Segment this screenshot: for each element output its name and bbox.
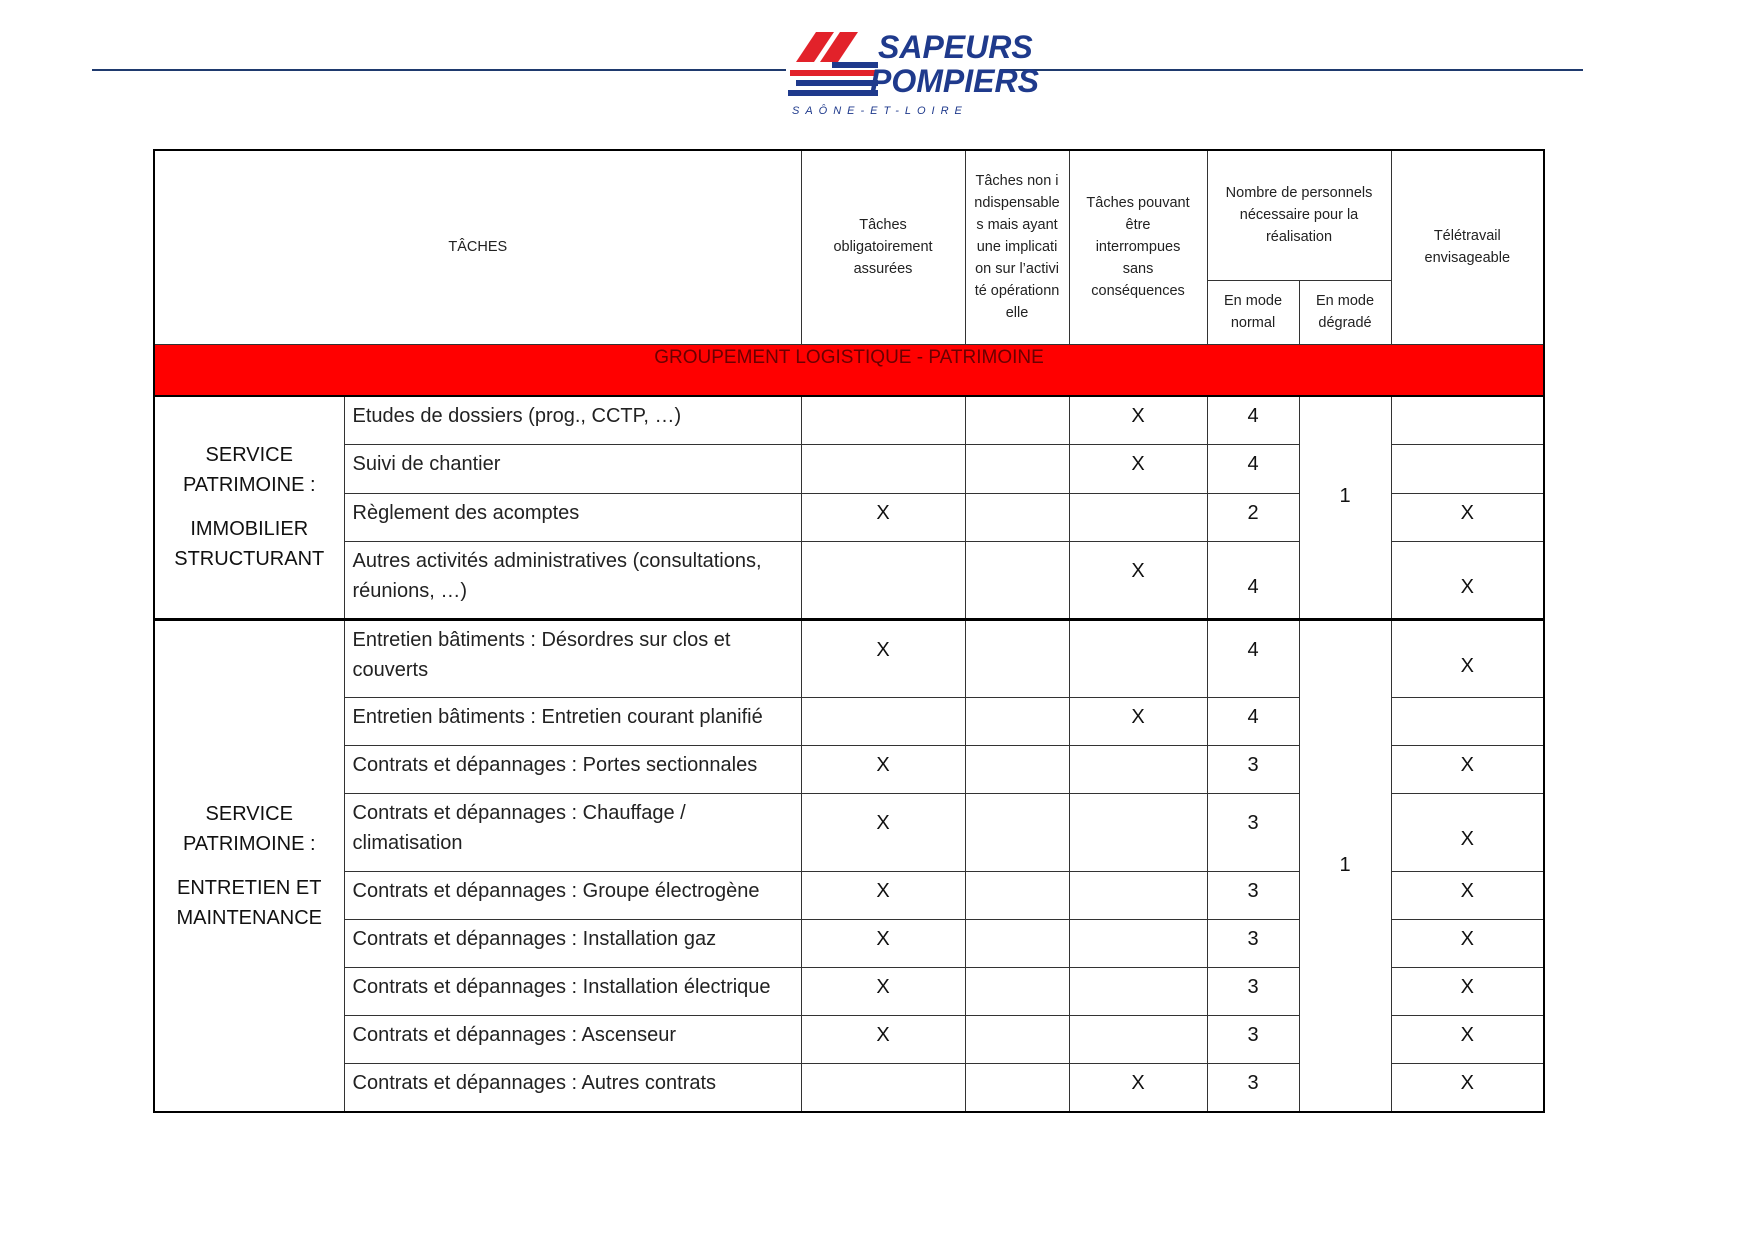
non-indispensable-cell xyxy=(965,794,1069,872)
obligatoire-cell xyxy=(801,396,965,445)
teletravail-cell: X xyxy=(1391,494,1544,542)
obligatoire-cell: X xyxy=(801,920,965,968)
teletravail-cell xyxy=(1391,698,1544,746)
obligatoire-cell: X xyxy=(801,494,965,542)
header-interrompues: Tâches pouvant être interrompues sans conséquences xyxy=(1069,150,1207,344)
header-mode-degrade: En mode dégradé xyxy=(1299,280,1391,344)
obligatoire-cell: X xyxy=(801,872,965,920)
header-non-indispensable-text: Tâches non indispensables mais ayant une implication sur l’activité opérationnelle xyxy=(974,173,1060,322)
teletravail-cell: X xyxy=(1391,1016,1544,1064)
teletravail-cell: X xyxy=(1391,1064,1544,1112)
header-mode-normal: En mode normal xyxy=(1207,280,1299,344)
non-indispensable-cell xyxy=(965,542,1069,620)
interrompues-cell xyxy=(1069,794,1207,872)
teletravail-cell: X xyxy=(1391,620,1544,698)
interrompues-cell xyxy=(1069,1016,1207,1064)
task-cell: Règlement des acomptes xyxy=(344,494,801,542)
obligatoire-cell xyxy=(801,445,965,494)
service-sublabel: ENTRETIEN ET MAINTENANCE xyxy=(176,876,323,929)
non-indispensable-cell xyxy=(965,494,1069,542)
task-cell: Contrats et dépannages : Installation électrique xyxy=(344,968,801,1016)
obligatoire-cell: X xyxy=(801,794,965,872)
task-cell: Entretien bâtiments : Entretien courant planifié xyxy=(344,698,801,746)
interrompues-cell xyxy=(1069,872,1207,920)
header-obligatoire: Tâches obligatoirement assurées xyxy=(801,150,965,344)
teletravail-cell xyxy=(1391,396,1544,445)
non-indispensable-cell xyxy=(965,698,1069,746)
non-indispensable-cell xyxy=(965,920,1069,968)
table-row xyxy=(154,396,1544,445)
interrompues-cell: X xyxy=(1069,542,1207,620)
teletravail-cell: X xyxy=(1391,794,1544,872)
interrompues-cell: X xyxy=(1069,698,1207,746)
service-cell xyxy=(154,396,344,620)
task-cell: Contrats et dépannages : Autres contrats xyxy=(344,1064,801,1112)
header-teletravail: Télétravail envisageable xyxy=(1391,150,1544,344)
task-cell: Contrats et dépannages : Installation gaz xyxy=(344,920,801,968)
logo-line1: SAPEURS xyxy=(878,29,1033,65)
mode-degrade-cell: 1 xyxy=(1299,396,1391,620)
group-title-bar xyxy=(154,344,1544,396)
sapeurs-pompiers-logo-icon xyxy=(786,24,1039,117)
teletravail-cell: X xyxy=(1391,542,1544,620)
non-indispensable-cell xyxy=(965,746,1069,794)
mode-normal-cell: 3 xyxy=(1207,968,1299,1016)
interrompues-cell: X xyxy=(1069,1064,1207,1112)
mode-degrade-cell: 1 xyxy=(1299,620,1391,1112)
task-cell: Etudes de dossiers (prog., CCTP, …) xyxy=(344,396,801,445)
logo-line3: SAÔNE-ET-LOIRE xyxy=(792,105,968,117)
mode-normal-cell: 3 xyxy=(1207,794,1299,872)
group-title: GROUPEMENT LOGISTIQUE - PATRIMOINE xyxy=(654,346,1044,368)
mode-normal-cell: 4 xyxy=(1207,542,1299,620)
mode-normal-cell: 3 xyxy=(1207,1064,1299,1112)
service-label: SERVICE PATRIMOINE : xyxy=(182,444,316,497)
table-row xyxy=(154,620,1544,698)
task-cell: Autres activités administratives (consultations, réunions, …) xyxy=(344,542,801,620)
obligatoire-cell: X xyxy=(801,620,965,698)
mode-normal-cell: 3 xyxy=(1207,920,1299,968)
service-cell xyxy=(154,620,344,1112)
obligatoire-cell: X xyxy=(801,746,965,794)
non-indispensable-cell xyxy=(965,968,1069,1016)
task-cell: Contrats et dépannages : Chauffage / climatisation xyxy=(344,794,801,872)
non-indispensable-cell xyxy=(965,445,1069,494)
mode-normal-cell: 3 xyxy=(1207,872,1299,920)
interrompues-cell: X xyxy=(1069,396,1207,445)
obligatoire-cell xyxy=(801,542,965,620)
mode-normal-cell: 3 xyxy=(1207,1016,1299,1064)
interrompues-cell xyxy=(1069,746,1207,794)
mode-normal-cell: 4 xyxy=(1207,698,1299,746)
interrompues-cell xyxy=(1069,920,1207,968)
non-indispensable-cell xyxy=(965,396,1069,445)
teletravail-cell: X xyxy=(1391,746,1544,794)
logo-line2: POMPIERS xyxy=(870,63,1039,99)
non-indispensable-cell xyxy=(965,1016,1069,1064)
interrompues-cell xyxy=(1069,968,1207,1016)
header-taches: TÂCHES xyxy=(154,150,801,344)
obligatoire-cell: X xyxy=(801,1016,965,1064)
header-rule-left xyxy=(92,69,786,71)
interrompues-cell xyxy=(1069,620,1207,698)
task-cell: Suivi de chantier xyxy=(344,445,801,494)
mode-normal-cell: 4 xyxy=(1207,445,1299,494)
task-cell: Contrats et dépannages : Portes sectionnales xyxy=(344,746,801,794)
task-cell: Contrats et dépannages : Ascenseur xyxy=(344,1016,801,1064)
mode-normal-cell: 4 xyxy=(1207,620,1299,698)
service-sublabel: IMMOBILIER STRUCTURANT xyxy=(174,518,325,571)
teletravail-cell: X xyxy=(1391,920,1544,968)
service-label: SERVICE PATRIMOINE : xyxy=(182,802,316,855)
interrompues-cell: X xyxy=(1069,445,1207,494)
interrompues-cell xyxy=(1069,494,1207,542)
obligatoire-cell xyxy=(801,1064,965,1112)
tasks-table xyxy=(153,149,1545,1113)
non-indispensable-cell xyxy=(965,1064,1069,1112)
teletravail-cell xyxy=(1391,445,1544,494)
header-nombre: Nombre de personnels nécessaire pour la réalisation xyxy=(1207,150,1391,280)
mode-normal-cell: 3 xyxy=(1207,746,1299,794)
sdis-logo xyxy=(786,24,1039,117)
obligatoire-cell xyxy=(801,698,965,746)
non-indispensable-cell xyxy=(965,620,1069,698)
obligatoire-cell: X xyxy=(801,968,965,1016)
header-non-indispensable xyxy=(965,150,1069,344)
header-rule-right xyxy=(1000,69,1583,71)
teletravail-cell: X xyxy=(1391,968,1544,1016)
non-indispensable-cell xyxy=(965,872,1069,920)
mode-normal-cell: 2 xyxy=(1207,494,1299,542)
mode-normal-cell: 4 xyxy=(1207,396,1299,445)
teletravail-cell: X xyxy=(1391,872,1544,920)
task-cell: Entretien bâtiments : Désordres sur clos et couverts xyxy=(344,620,801,698)
task-cell: Contrats et dépannages : Groupe électrogène xyxy=(344,872,801,920)
